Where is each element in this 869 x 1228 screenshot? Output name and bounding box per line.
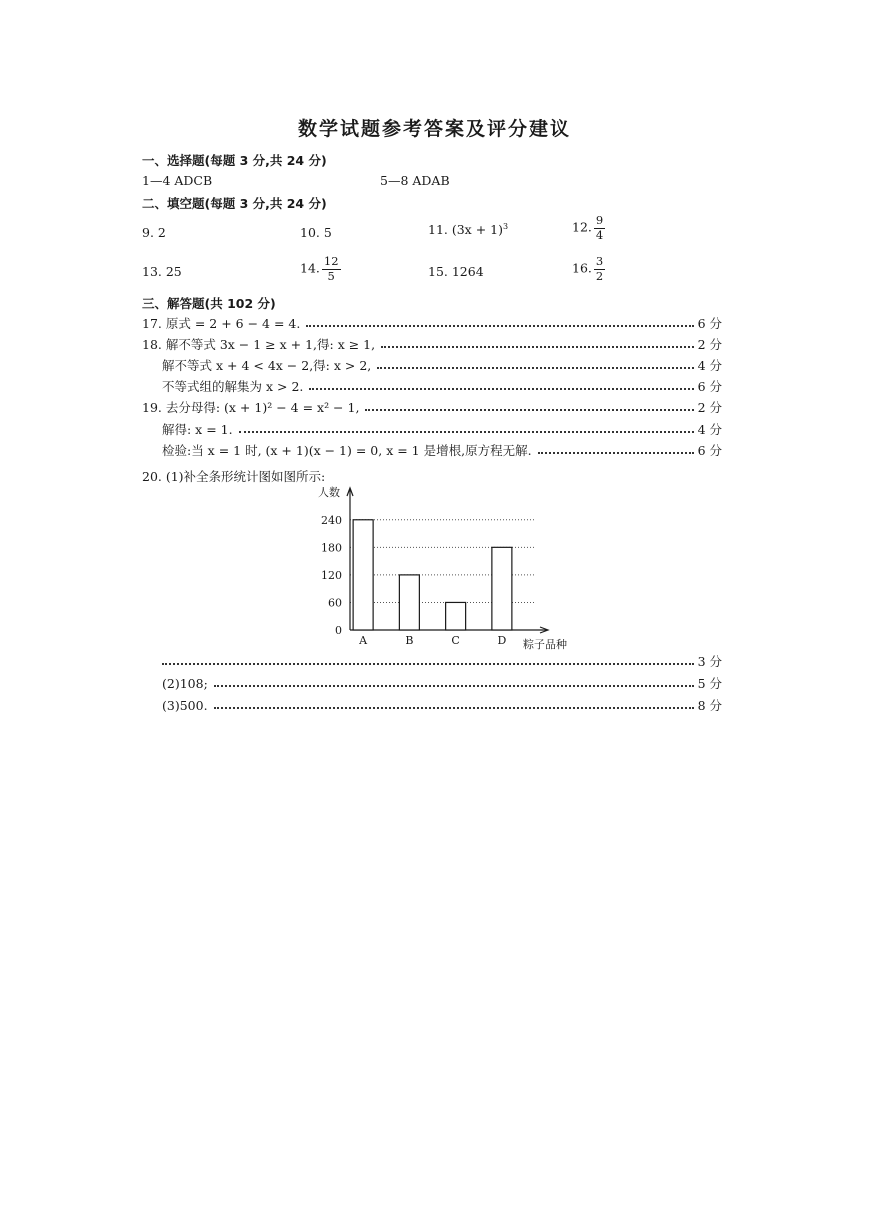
x-tick-label: A: [359, 634, 368, 647]
fill-answer-10: 10. 5: [300, 225, 332, 240]
question-20-intro: 20. (1)补全条形统计图如图所示:: [142, 469, 326, 484]
leader-dots: [309, 388, 693, 390]
answer-row-19a: 19. 去分母得: (x + 1)² − 4 = x² − 1, 2 分: [142, 400, 722, 415]
y-axis-label: 人数: [318, 486, 340, 499]
section-heading-solutions: 三、解答题(共 102 分): [142, 296, 276, 311]
leader-dots: [381, 346, 693, 348]
leader-dots: [538, 452, 694, 454]
x-tick-label: D: [497, 634, 507, 647]
fill-answer-13: 13. 25: [142, 264, 182, 279]
fill-answer-11: 11. $(3x + 1)^3$: [428, 222, 509, 238]
leader-dots: [162, 663, 694, 665]
answer-row-20-1: 3 分: [162, 652, 722, 670]
fill-answer-16: 16. $\frac{3}{2}$: [572, 254, 604, 283]
fraction: $\frac{3}{2}$: [595, 254, 604, 283]
section-heading-choice: 一、选择题(每题 3 分,共 24 分): [142, 153, 327, 168]
choice-answers-1: 1—4 ADCB: [142, 173, 213, 188]
y-tick-label: 180: [321, 541, 342, 555]
fill-answer-12: 12. $\frac{9}{4}$: [572, 213, 604, 242]
fill-answer-9: 9. 2: [142, 225, 166, 240]
y-tick-label: 240: [321, 513, 342, 527]
answer-row-18a: 18. 解不等式 3x − 1 ≥ x + 1,得: x ≥ 1, 2 分: [142, 337, 722, 352]
leader-dots: [214, 685, 694, 687]
fill-answer-15: 15. 1264: [428, 264, 484, 279]
y-tick-label: 120: [321, 568, 342, 582]
leader-dots: [214, 707, 694, 709]
x-tick-label: C: [451, 634, 460, 647]
section-heading-fill: 二、填空题(每题 3 分,共 24 分): [142, 196, 327, 211]
fraction: $\frac{9}{4}$: [595, 213, 604, 242]
fill-answer-14: 14. $\frac{12}{5}$: [300, 254, 339, 283]
choice-answers-2: 5—8 ADAB: [380, 173, 450, 188]
page-title: 数学试题参考答案及评分建议: [297, 118, 571, 140]
x-tick-label: B: [405, 634, 414, 647]
leader-dots: [239, 431, 694, 433]
bar-C: [446, 602, 466, 630]
answer-row-20-2: (2)108; 5 分: [162, 675, 722, 691]
answer-row-17: 17. 原式 = 2 + 6 − 4 = 4. 6 分: [142, 316, 722, 331]
answer-row-19b: 解得: x = 1. 4 分: [162, 422, 722, 437]
y-tick-label: 60: [328, 596, 342, 610]
leader-dots: [377, 367, 693, 369]
x-axis-label: 粽子品种: [523, 638, 567, 650]
answer-row-19c: 检验:当 x = 1 时, (x + 1)(x − 1) = 0, x = 1 是增根,原方程无解. 6 分: [162, 443, 722, 458]
bar-chart: [300, 480, 600, 650]
answer-row-18b: 解不等式 x + 4 < 4x − 2,得: x > 2, 4 分: [162, 358, 722, 373]
leader-dots: [365, 409, 693, 411]
bar-D: [492, 547, 512, 630]
bar-B: [399, 575, 419, 630]
answer-row-18c: 不等式组的解集为 x > 2. 6 分: [162, 379, 722, 394]
fraction: $\frac{12}{5}$: [323, 254, 339, 283]
leader-dots: [306, 325, 693, 327]
answer-row-20-3: (3)500. 8 分: [162, 697, 722, 713]
y-tick-label: 0: [335, 624, 342, 637]
bar-A: [353, 520, 373, 630]
